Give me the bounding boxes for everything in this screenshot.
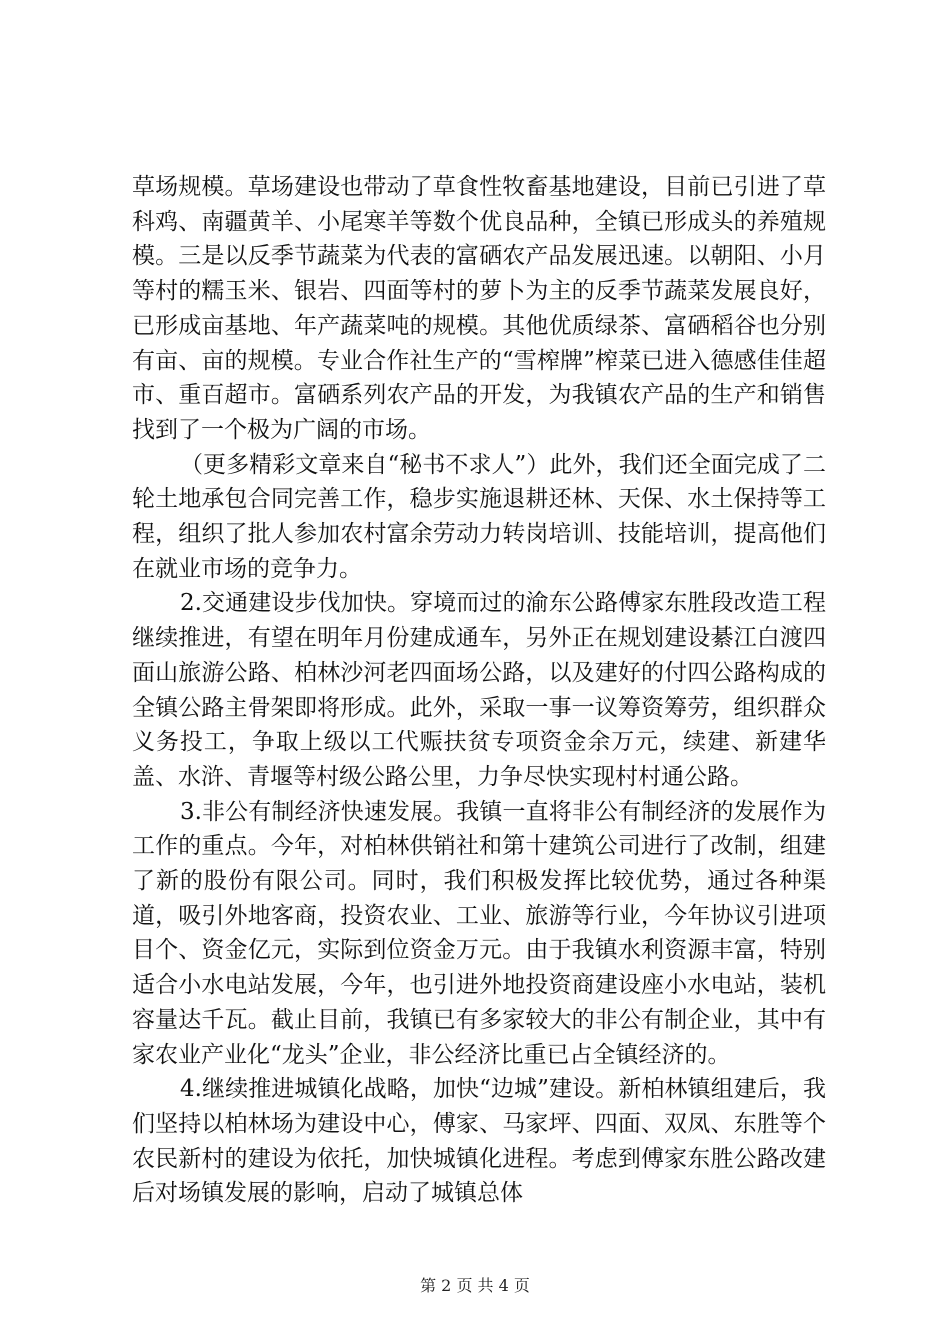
document-body — [132, 170, 826, 1211]
paragraph-urbanization: 4.继续推进城镇化战略，加快“边城”建设。新柏林镇组建后，我们坚持以柏林场为建设中心，傅家、马家坪、四面、双凤、东胜等个农民新村的建设为依托，加快城镇化进程。考虑到傅家东胜公路改建后对场镇发展的影响，启动了城镇总体 — [132, 1076, 826, 1207]
paragraph-continuation: 草场规模。草场建设也带动了草食性牧畜基地建设，目前已引进了草科鸡、南疆黄羊、小尾寒羊等数个优良品种，全镇已形成头的养殖规模。三是以反季节蔬菜为代表的富硒农产品发展迅速。以朝阳、小月等村的糯玉米、银岩、四面等村的萝卜为主的反季节蔬菜发展良好，已形成亩基地、年产蔬菜吨的规模。其他优质绿茶、富硒稻谷也分别有亩、亩的规模。专业合作社生产的“雪榨牌”榨菜已进入德感佳佳超市、重百超市。富硒系列农产品的开发，为我镇农产品的生产和销售找到了一个极为广阔的市场。 — [132, 174, 826, 443]
paragraph-nonpublic-economy: 3.非公有制经济快速发展。我镇一直将非公有制经济的发展作为工作的重点。今年，对柏林供销社和第十建筑公司进行了改制，组建了新的股份有限公司。同时，我们积极发挥比较优势，通过各种渠道，吸引外地客商，投资农业、工业、旅游等行业，今年协议引进项目个、资金亿元，实际到位资金万元。由于我镇水利资源丰富，特别适合小水电站发展，今年，也引进外地投资商建设座小水电站，装机容量达千瓦。截止目前，我镇已有多家较大的非公有制企业，其中有家农业产业化“龙头”企业，非公经济比重已占全镇经济的。 — [132, 798, 826, 1068]
page-number-footer: 第 2 页 共 4 页 — [420, 1276, 530, 1295]
paragraph-transport: 2.交通建设步伐加快。穿境而过的渝东公路傅家东胜段改造工程继续推进，有望在明年月份建成通车，另外正在规划建设綦江白渡四面山旅游公路、柏林沙河老四面场公路，以及建好的付四公路构成的全镇公路主骨架即将形成。此外，采取一事一议筹资筹劳，组织群众义务投工，争取上级以工代赈扶贫专项资金余万元，续建、新建华盖、水浒、青堰等村级公路公里，力争尽快实现村村通公路。 — [132, 590, 826, 790]
paragraph-more-articles: （更多精彩文章来自“秘书不求人”）此外，我们还全面完成了二轮土地承包合同完善工作，稳步实施退耕还林、天保、水土保持等工程，组织了批人参加农村富余劳动力转岗培训、技能培训，提高他们在就业市场的竞争力。 — [132, 451, 826, 582]
